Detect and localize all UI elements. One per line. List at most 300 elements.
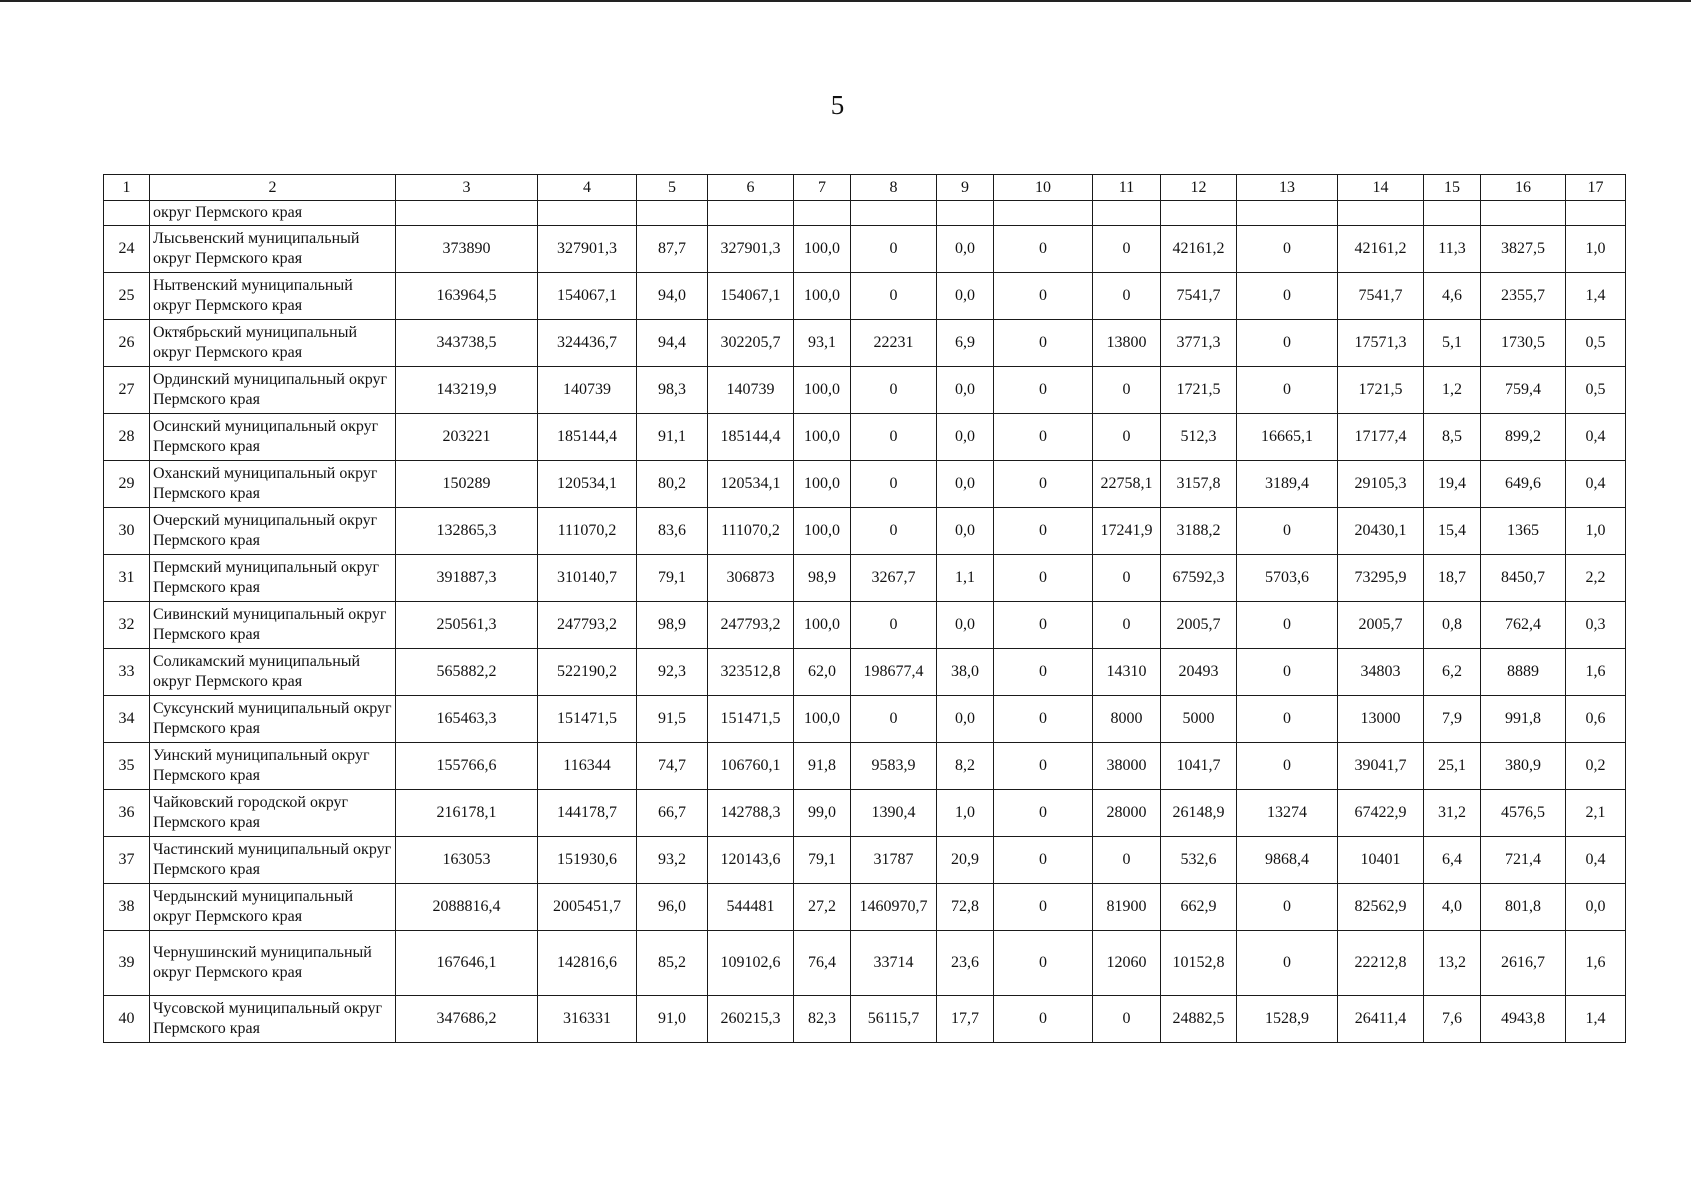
row-number-cell	[104, 201, 150, 226]
table-row	[104, 226, 1626, 273]
table-row	[104, 931, 1626, 996]
row-number-cell: 40	[104, 996, 150, 1043]
value-cell: 327901,3	[538, 226, 637, 273]
value-cell: 143219,9	[396, 367, 538, 414]
value-cell: 323512,8	[708, 649, 794, 696]
value-cell: 0	[1093, 996, 1161, 1043]
value-cell: 109102,6	[708, 931, 794, 996]
value-cell: 3827,5	[1481, 226, 1566, 273]
value-cell: 327901,3	[708, 226, 794, 273]
value-cell: 343738,5	[396, 320, 538, 367]
value-cell: 1,6	[1566, 649, 1626, 696]
value-cell: 99,0	[794, 790, 851, 837]
value-cell: 111070,2	[538, 508, 637, 555]
value-cell: 2616,7	[1481, 931, 1566, 996]
column-number: 12	[1161, 175, 1237, 201]
value-cell: 20430,1	[1338, 508, 1424, 555]
value-cell: 154067,1	[538, 273, 637, 320]
value-cell: 10401	[1338, 837, 1424, 884]
value-cell: 0	[1237, 367, 1338, 414]
value-cell: 522190,2	[538, 649, 637, 696]
value-cell: 9868,4	[1237, 837, 1338, 884]
value-cell: 1390,4	[851, 790, 937, 837]
value-cell: 100,0	[794, 508, 851, 555]
value-cell: 0	[994, 414, 1093, 461]
value-cell: 3188,2	[1161, 508, 1237, 555]
row-number-cell: 24	[104, 226, 150, 273]
value-cell	[851, 201, 937, 226]
value-cell	[538, 201, 637, 226]
value-cell: 82,3	[794, 996, 851, 1043]
value-cell: 0	[1093, 602, 1161, 649]
value-cell	[1161, 201, 1237, 226]
value-cell: 0	[851, 273, 937, 320]
municipality-name-cell: Частинский муниципальный округ Пермского края	[150, 837, 396, 884]
value-cell: 92,3	[637, 649, 708, 696]
value-cell: 391887,3	[396, 555, 538, 602]
value-cell: 73295,9	[1338, 555, 1424, 602]
value-cell: 5000	[1161, 696, 1237, 743]
value-cell: 216178,1	[396, 790, 538, 837]
value-cell: 62,0	[794, 649, 851, 696]
column-number: 5	[637, 175, 708, 201]
value-cell: 247793,2	[708, 602, 794, 649]
municipality-name-cell: Чусовской муниципальный округ Пермского края	[150, 996, 396, 1043]
value-cell: 1460970,7	[851, 884, 937, 931]
value-cell: 0	[1237, 602, 1338, 649]
value-cell: 1041,7	[1161, 743, 1237, 790]
value-cell: 0	[851, 367, 937, 414]
value-cell: 1,1	[937, 555, 994, 602]
value-cell: 142816,6	[538, 931, 637, 996]
value-cell	[937, 201, 994, 226]
value-cell: 0,0	[937, 696, 994, 743]
municipality-name-cell: Суксунский муниципальный округ Пермского края	[150, 696, 396, 743]
value-cell: 17177,4	[1338, 414, 1424, 461]
value-cell: 91,1	[637, 414, 708, 461]
value-cell: 26148,9	[1161, 790, 1237, 837]
value-cell: 151930,6	[538, 837, 637, 884]
value-cell: 762,4	[1481, 602, 1566, 649]
value-cell: 0	[994, 367, 1093, 414]
value-cell: 373890	[396, 226, 538, 273]
value-cell: 140739	[538, 367, 637, 414]
value-cell: 31787	[851, 837, 937, 884]
value-cell: 5703,6	[1237, 555, 1338, 602]
value-cell: 18,7	[1424, 555, 1481, 602]
value-cell: 0	[1237, 226, 1338, 273]
value-cell: 0,2	[1566, 743, 1626, 790]
table-row	[104, 555, 1626, 602]
value-cell: 0	[994, 837, 1093, 884]
value-cell: 11,3	[1424, 226, 1481, 273]
value-cell: 0	[1237, 273, 1338, 320]
value-cell: 66,7	[637, 790, 708, 837]
value-cell: 0	[1237, 696, 1338, 743]
table-row	[104, 884, 1626, 931]
value-cell: 142788,3	[708, 790, 794, 837]
value-cell	[1566, 201, 1626, 226]
value-cell: 83,6	[637, 508, 708, 555]
value-cell: 0,0	[937, 602, 994, 649]
value-cell: 22231	[851, 320, 937, 367]
value-cell: 56115,7	[851, 996, 937, 1043]
value-cell: 5,1	[1424, 320, 1481, 367]
value-cell: 0	[994, 461, 1093, 508]
value-cell: 3189,4	[1237, 461, 1338, 508]
value-cell: 0	[994, 790, 1093, 837]
value-cell: 6,9	[937, 320, 994, 367]
value-cell: 0,8	[1424, 602, 1481, 649]
column-number: 10	[994, 175, 1093, 201]
value-cell: 0	[1093, 837, 1161, 884]
value-cell: 111070,2	[708, 508, 794, 555]
value-cell: 801,8	[1481, 884, 1566, 931]
value-cell: 0,3	[1566, 602, 1626, 649]
row-number-cell: 29	[104, 461, 150, 508]
value-cell: 120534,1	[708, 461, 794, 508]
value-cell: 20493	[1161, 649, 1237, 696]
value-cell: 13,2	[1424, 931, 1481, 996]
municipality-name-cell: Чайковский городской округ Пермского края	[150, 790, 396, 837]
value-cell: 0	[1237, 649, 1338, 696]
value-cell: 8,5	[1424, 414, 1481, 461]
value-cell: 0,0	[1566, 884, 1626, 931]
value-cell: 116344	[538, 743, 637, 790]
value-cell: 203221	[396, 414, 538, 461]
value-cell: 250561,3	[396, 602, 538, 649]
value-cell: 0,0	[937, 508, 994, 555]
value-cell: 17241,9	[1093, 508, 1161, 555]
value-cell: 132865,3	[396, 508, 538, 555]
value-cell: 0	[851, 696, 937, 743]
value-cell: 565882,2	[396, 649, 538, 696]
value-cell: 155766,6	[396, 743, 538, 790]
value-cell: 23,6	[937, 931, 994, 996]
municipality-name-cell: Пермский муниципальный округ Пермского края	[150, 555, 396, 602]
value-cell: 100,0	[794, 461, 851, 508]
value-cell: 1,4	[1566, 273, 1626, 320]
value-cell: 20,9	[937, 837, 994, 884]
value-cell: 0	[994, 320, 1093, 367]
value-cell: 8000	[1093, 696, 1161, 743]
value-cell: 0	[994, 743, 1093, 790]
value-cell: 0	[1237, 743, 1338, 790]
value-cell: 94,0	[637, 273, 708, 320]
value-cell	[708, 201, 794, 226]
value-cell: 165463,3	[396, 696, 538, 743]
table-row	[104, 743, 1626, 790]
value-cell: 0	[994, 508, 1093, 555]
value-cell: 120534,1	[538, 461, 637, 508]
value-cell	[396, 201, 538, 226]
value-cell: 0	[1093, 555, 1161, 602]
row-number-cell: 26	[104, 320, 150, 367]
value-cell: 1721,5	[1338, 367, 1424, 414]
row-number-cell: 34	[104, 696, 150, 743]
value-cell: 1365	[1481, 508, 1566, 555]
value-cell: 0	[994, 996, 1093, 1043]
value-cell: 0	[1237, 508, 1338, 555]
column-number: 4	[538, 175, 637, 201]
column-number: 15	[1424, 175, 1481, 201]
table-row	[104, 508, 1626, 555]
value-cell: 0	[851, 226, 937, 273]
value-cell: 662,9	[1161, 884, 1237, 931]
value-cell: 87,7	[637, 226, 708, 273]
value-cell: 0,5	[1566, 320, 1626, 367]
municipality-name-cell: Очерский муниципальный округ Пермского края	[150, 508, 396, 555]
value-cell: 4,0	[1424, 884, 1481, 931]
value-cell: 0	[851, 414, 937, 461]
value-cell: 22212,8	[1338, 931, 1424, 996]
value-cell: 0	[851, 461, 937, 508]
value-cell: 167646,1	[396, 931, 538, 996]
value-cell: 0,6	[1566, 696, 1626, 743]
column-number: 11	[1093, 175, 1161, 201]
row-number-cell: 30	[104, 508, 150, 555]
value-cell: 100,0	[794, 273, 851, 320]
value-cell: 0	[1237, 931, 1338, 996]
budget-table	[103, 174, 1626, 1043]
value-cell: 140739	[708, 367, 794, 414]
value-cell: 67592,3	[1161, 555, 1237, 602]
column-number: 14	[1338, 175, 1424, 201]
value-cell: 899,2	[1481, 414, 1566, 461]
value-cell: 0	[994, 696, 1093, 743]
column-number: 8	[851, 175, 937, 201]
column-number: 6	[708, 175, 794, 201]
value-cell: 79,1	[794, 837, 851, 884]
value-cell: 4576,5	[1481, 790, 1566, 837]
municipality-name-cell: Октябрьский муниципальный округ Пермского края	[150, 320, 396, 367]
municipality-name-cell: Ординский муниципальный округ Пермского края	[150, 367, 396, 414]
value-cell: 7541,7	[1161, 273, 1237, 320]
municipality-name-cell: Соликамский муниципальный округ Пермского края	[150, 649, 396, 696]
value-cell: 0	[1093, 414, 1161, 461]
table-row	[104, 367, 1626, 414]
value-cell: 0,0	[937, 414, 994, 461]
value-cell: 2005451,7	[538, 884, 637, 931]
value-cell: 0	[1237, 884, 1338, 931]
value-cell: 74,7	[637, 743, 708, 790]
value-cell: 98,3	[637, 367, 708, 414]
value-cell: 85,2	[637, 931, 708, 996]
value-cell: 151471,5	[708, 696, 794, 743]
value-cell: 163053	[396, 837, 538, 884]
value-cell: 1,6	[1566, 931, 1626, 996]
value-cell: 759,4	[1481, 367, 1566, 414]
value-cell: 0	[994, 555, 1093, 602]
value-cell: 0	[1093, 226, 1161, 273]
column-number: 17	[1566, 175, 1626, 201]
municipality-name-cell: округ Пермского края	[150, 201, 396, 226]
value-cell	[1424, 201, 1481, 226]
municipality-name-cell: Сивинский муниципальный округ Пермского края	[150, 602, 396, 649]
value-cell: 76,4	[794, 931, 851, 996]
row-number-cell: 36	[104, 790, 150, 837]
municipality-name-cell: Чернушинский муниципальный округ Пермского края	[150, 931, 396, 996]
value-cell: 38000	[1093, 743, 1161, 790]
value-cell: 26411,4	[1338, 996, 1424, 1043]
row-number-cell: 33	[104, 649, 150, 696]
table-row	[104, 837, 1626, 884]
value-cell: 28000	[1093, 790, 1161, 837]
value-cell: 79,1	[637, 555, 708, 602]
row-number-cell: 28	[104, 414, 150, 461]
value-cell: 1,0	[1566, 508, 1626, 555]
column-number: 16	[1481, 175, 1566, 201]
value-cell: 91,8	[794, 743, 851, 790]
value-cell: 0,4	[1566, 414, 1626, 461]
value-cell: 10152,8	[1161, 931, 1237, 996]
value-cell: 9583,9	[851, 743, 937, 790]
value-cell: 347686,2	[396, 996, 538, 1043]
value-cell: 33714	[851, 931, 937, 996]
value-cell: 22758,1	[1093, 461, 1161, 508]
value-cell: 91,0	[637, 996, 708, 1043]
value-cell: 151471,5	[538, 696, 637, 743]
value-cell: 98,9	[794, 555, 851, 602]
value-cell	[1237, 201, 1338, 226]
value-cell: 0	[994, 649, 1093, 696]
top-border-line	[0, 0, 1691, 2]
value-cell: 0,0	[937, 367, 994, 414]
value-cell: 16665,1	[1237, 414, 1338, 461]
table-body	[104, 175, 1626, 1043]
value-cell	[637, 201, 708, 226]
value-cell: 42161,2	[1338, 226, 1424, 273]
value-cell: 3157,8	[1161, 461, 1237, 508]
municipality-name-cell: Уинский муниципальный округ Пермского края	[150, 743, 396, 790]
value-cell: 13800	[1093, 320, 1161, 367]
value-cell: 39041,7	[1338, 743, 1424, 790]
value-cell: 721,4	[1481, 837, 1566, 884]
value-cell: 2,2	[1566, 555, 1626, 602]
value-cell: 4,6	[1424, 273, 1481, 320]
value-cell: 324436,7	[538, 320, 637, 367]
table-row	[104, 696, 1626, 743]
value-cell: 247793,2	[538, 602, 637, 649]
value-cell: 27,2	[794, 884, 851, 931]
value-cell: 185144,4	[708, 414, 794, 461]
value-cell: 316331	[538, 996, 637, 1043]
page-number: 5	[830, 90, 845, 120]
value-cell: 100,0	[794, 226, 851, 273]
row-number-cell: 25	[104, 273, 150, 320]
value-cell: 29105,3	[1338, 461, 1424, 508]
value-cell: 0	[851, 602, 937, 649]
value-cell: 94,4	[637, 320, 708, 367]
value-cell: 198677,4	[851, 649, 937, 696]
value-cell: 306873	[708, 555, 794, 602]
table-row	[104, 602, 1626, 649]
value-cell: 0	[994, 884, 1093, 931]
value-cell: 19,4	[1424, 461, 1481, 508]
value-cell: 144178,7	[538, 790, 637, 837]
municipality-name-cell: Нытвенский муниципальный округ Пермского края	[150, 273, 396, 320]
value-cell: 17,7	[937, 996, 994, 1043]
value-cell: 6,2	[1424, 649, 1481, 696]
value-cell: 67422,9	[1338, 790, 1424, 837]
value-cell: 2005,7	[1161, 602, 1237, 649]
column-number: 3	[396, 175, 538, 201]
value-cell: 120143,6	[708, 837, 794, 884]
table-row	[104, 790, 1626, 837]
table-row	[104, 461, 1626, 508]
value-cell: 0	[994, 931, 1093, 996]
column-number: 2	[150, 175, 396, 201]
value-cell: 100,0	[794, 367, 851, 414]
value-cell: 72,8	[937, 884, 994, 931]
column-number: 9	[937, 175, 994, 201]
value-cell: 7,9	[1424, 696, 1481, 743]
value-cell: 82562,9	[1338, 884, 1424, 931]
value-cell: 91,5	[637, 696, 708, 743]
value-cell	[794, 201, 851, 226]
value-cell: 185144,4	[538, 414, 637, 461]
value-cell	[1481, 201, 1566, 226]
value-cell: 0	[994, 226, 1093, 273]
value-cell: 0,4	[1566, 837, 1626, 884]
value-cell: 1,2	[1424, 367, 1481, 414]
value-cell: 0,0	[937, 226, 994, 273]
value-cell: 380,9	[1481, 743, 1566, 790]
value-cell: 24882,5	[1161, 996, 1237, 1043]
value-cell: 302205,7	[708, 320, 794, 367]
column-number: 13	[1237, 175, 1338, 201]
municipality-name-cell: Осинский муниципальный округ Пермского края	[150, 414, 396, 461]
value-cell: 7541,7	[1338, 273, 1424, 320]
value-cell: 532,6	[1161, 837, 1237, 884]
value-cell: 1,0	[1566, 226, 1626, 273]
value-cell: 98,9	[637, 602, 708, 649]
value-cell: 0	[994, 273, 1093, 320]
row-number-cell: 32	[104, 602, 150, 649]
value-cell: 0	[994, 602, 1093, 649]
value-cell	[994, 201, 1093, 226]
value-cell: 106760,1	[708, 743, 794, 790]
value-cell: 80,2	[637, 461, 708, 508]
value-cell: 3267,7	[851, 555, 937, 602]
value-cell: 100,0	[794, 602, 851, 649]
value-cell: 8450,7	[1481, 555, 1566, 602]
row-number-cell: 38	[104, 884, 150, 931]
value-cell: 1,0	[937, 790, 994, 837]
value-cell: 310140,7	[538, 555, 637, 602]
value-cell: 100,0	[794, 414, 851, 461]
table-row	[104, 273, 1626, 320]
table-row	[104, 649, 1626, 696]
value-cell: 544481	[708, 884, 794, 931]
municipality-name-cell: Оханский муниципальный округ Пермского края	[150, 461, 396, 508]
value-cell: 8889	[1481, 649, 1566, 696]
municipality-name-cell: Лысьвенский муниципальный округ Пермского края	[150, 226, 396, 273]
value-cell: 14310	[1093, 649, 1161, 696]
value-cell: 6,4	[1424, 837, 1481, 884]
value-cell: 163964,5	[396, 273, 538, 320]
value-cell: 0,4	[1566, 461, 1626, 508]
value-cell: 0	[1093, 367, 1161, 414]
value-cell: 0,0	[937, 273, 994, 320]
value-cell: 0	[1093, 273, 1161, 320]
table-row	[104, 201, 1626, 226]
column-number: 1	[104, 175, 150, 201]
value-cell: 31,2	[1424, 790, 1481, 837]
value-cell: 2005,7	[1338, 602, 1424, 649]
value-cell: 7,6	[1424, 996, 1481, 1043]
value-cell: 2355,7	[1481, 273, 1566, 320]
